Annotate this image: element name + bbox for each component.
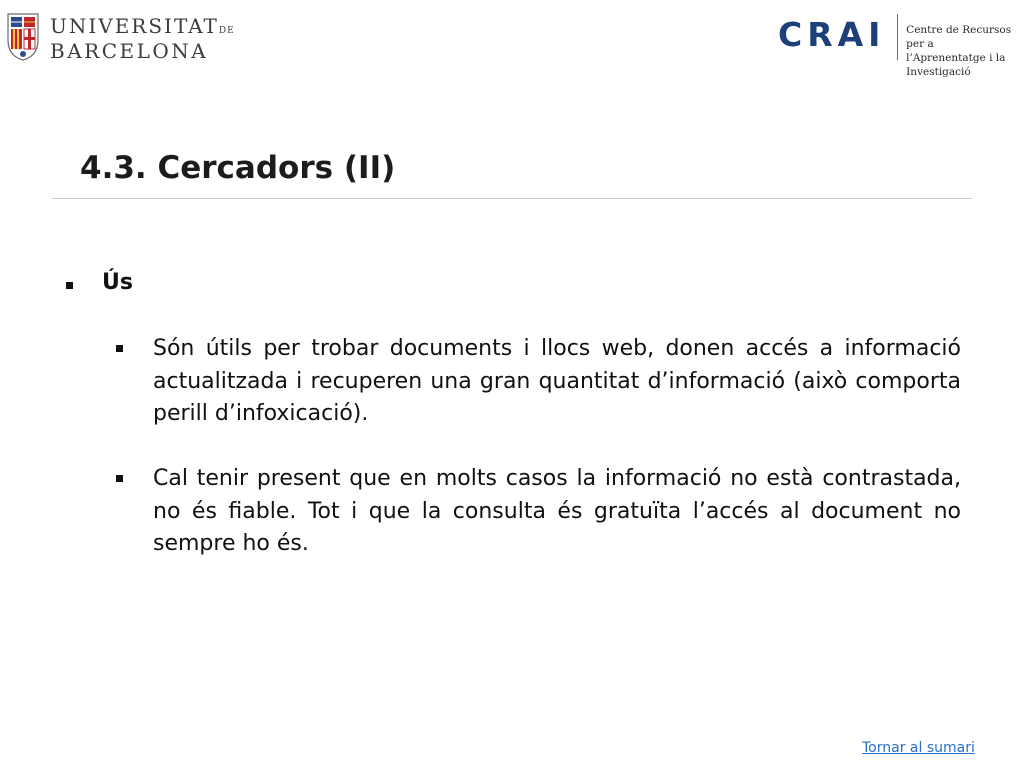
back-to-summary-link[interactable]: Tornar al sumari [862,740,975,756]
crai-description-line2: l’Aprenentatge i la Investigació [906,52,1006,78]
paragraph-reliability: Cal tenir present que en molts casos la informació no està contrastada, no és fiable. Tot i que la consulta és gratuïta l’accés al document no sempre ho és. [153,466,961,556]
crai-divider [897,14,898,60]
square-bullet-icon [116,475,123,482]
crai-mark: CRAI [778,15,886,54]
crai-logo [778,14,1024,79]
square-bullet-icon [66,282,73,289]
university-logo [6,10,235,62]
paragraph-usefulness: Són útils per trobar documents i llocs web, donen accés a informació actualitzada i recuperen una gran quantitat d’informació (això comporta perill d’infoxicació). [153,336,961,426]
title-divider [52,198,972,199]
university-wordmark [50,12,235,61]
university-shield-icon [6,10,40,62]
square-bullet-icon [116,345,123,352]
crai-description-line1: Centre de Recursos per a [906,24,1012,50]
crai-description [906,23,1024,79]
section-heading: Ús [102,270,133,295]
university-name-de: DE [218,25,235,36]
university-name-second: BARCELONA [50,38,209,63]
university-name-first: UNIVERSITAT [50,13,219,38]
slide-title: 4.3. Cercadors (II) [80,150,396,186]
university-wordmark-line1 [50,13,235,38]
